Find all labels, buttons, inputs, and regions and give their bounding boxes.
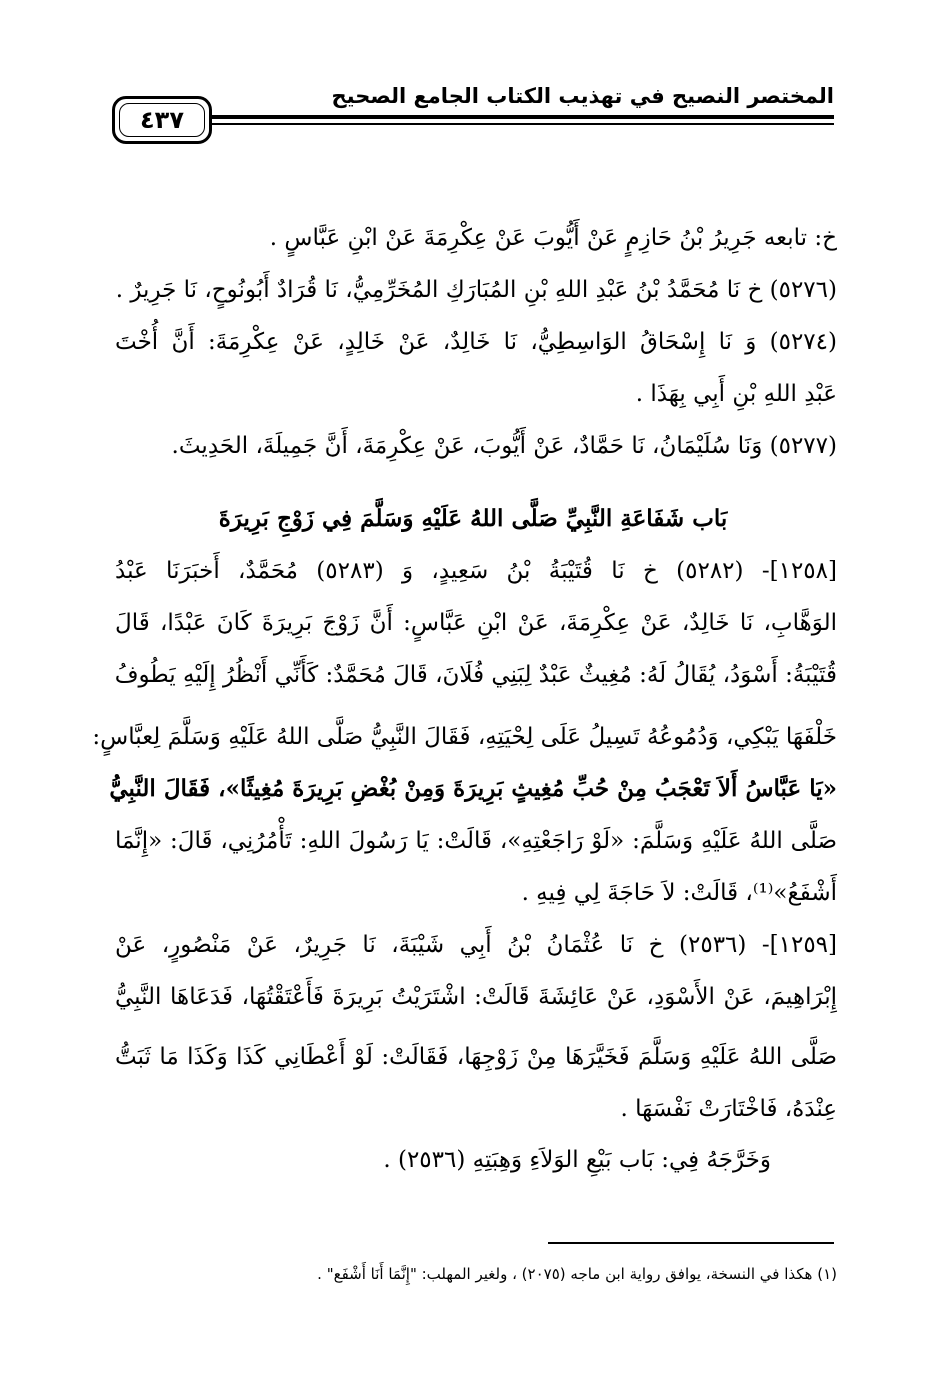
footnote: (١) هكذا في النسخة، يوافق رواية ابن ماجه (٢٠٧٥) ، ولغير المهلب: "إِنَّمَا أَنَا أَشْفَع" .: [317, 1265, 837, 1283]
text-line-13: أَشْفَعُ»⁽¹⁾، قَالَتْ: لاَ حَاجَةَ لِي فِيهِ .: [521, 880, 837, 906]
chapter-title: بَاب شَفَاعَةِ النَّبِيِّ صَلَّى اللهُ عَلَيْهِ وَسَلَّمَ فِي زَوْجِ بَرِيرَةَ: [218, 505, 728, 532]
text-line-4: عَبْدِ اللهِ بْنِ أَبِي بِهَذَا .: [635, 381, 837, 407]
text-line-2: (٥٢٧٦) خ نَا مُحَمَّدُ بْنُ عَبْدِ اللهِ بْنِ المُبَارَكِ المُخَرِّمِيُّ، نَا قُرَادٌ أَبُونُوحٍ، نَا جَرِيرٌ .: [115, 277, 837, 303]
text-line-14: [١٢٥٩]- (٢٥٣٦) خ نَا عُثْمَانُ بْنُ أَبِي شَيْبَةَ، نَا جَرِيرٌ، عَنْ مَنْصُورٍ، عَنْ: [115, 932, 838, 958]
text-line-17: عِنْدَهُ، فَاخْتَارَتْ نَفْسَهَا .: [620, 1096, 837, 1122]
header-rule-thick: [212, 115, 834, 119]
text-line-7: [١٢٥٨]- (٥٢٨٢) خ نَا قُتَيْبَةُ بْنُ سَعِيدٍ، وَ (٥٢٨٣) مُحَمَّدٌ، أَخبَرَنَا عَبْدُ: [115, 558, 837, 584]
running-header: [112, 82, 834, 162]
text-line-12: صَلَّى اللهُ عَلَيْهِ وَسَلَّمَ: «لَوْ رَاجَعْتِهِ»، قَالَتْ: يَا رَسُولَ اللهِ: تَأْمُرُنِي، قَالَ: «إِنَّمَا: [115, 828, 837, 854]
text-line-5: (٥٢٧٧) وَنَا سُلَيْمَانُ، نَا حَمَّادٌ، عَنْ أَيُّوبَ، عَنْ عِكْرِمَةَ، أَنَّ جَمِيلَةَ، الحَدِيثَ.: [171, 433, 837, 459]
text-line-3: (٥٢٧٤) وَ نَا إِسْحَاقُ الوَاسِطِيُّ، نَا خَالِدٌ، عَنْ خَالِدٍ، عَنْ عِكْرِمَةَ: أَنَّ أُخْتَ: [115, 329, 837, 355]
text-line-10: خَلْفَهَا يَبْكِي، وَدُمُوعُهُ تَسِيلُ عَلَى لِحْيَتِهِ، فَقَالَ النَّبِيُّ صَلَّى اللهُ عَلَيْهِ وَسَلَّمَ لِعبَّاسٍ:: [92, 724, 837, 750]
text-line-1: خ: تابعه جَرِيرُ بْنُ حَازِمٍ عَنْ أَيُّوبَ عَنْ عِكْرِمَةَ عَنْ ابْنِ عَبَّاسٍ .: [269, 225, 837, 251]
text-line-18: وَخَرَّجَهُ فِي: بَاب بَيْعِ الوَلاَءِ وَهِبَتِهِ (٢٥٣٦) .: [383, 1147, 771, 1173]
text-line-16: صَلَّى اللهُ عَلَيْهِ وَسَلَّمَ فَخَيَّرَهَا مِنْ زَوْجِهَا، فَقَالَتْ: لَوْ أَعْطَانِي كَذَا وَكَذَا مَا ثَبَتُّ: [115, 1044, 837, 1070]
text-line-9: قُتَيْبَةُ: أَسْوَدُ، يُقَالُ لَهُ: مُغِيثٌ عَبْدٌ لِبَنِي فُلَانَ، قَالَ مُحَمَّدٌ: كَأَنِّي أَنْظُرُ إِلَيْهِ يَطُوفُ: [114, 662, 837, 688]
book-title: المختصر النصيح في تهذيب الكتاب الجامع الصحيح: [331, 84, 834, 108]
text-line-15: إِبْرَاهِيمَ، عَنْ الأَسْوَدِ، عَنْ عَائِشَةَ قَالَتْ: اشْتَرَيْتُ بَرِيرَةَ فَأَعْتَقْتُهَا، فَدَعَاهَا النَّبِيُّ: [115, 984, 837, 1010]
text-line-11: «يَا عَبَّاسُ أَلاَ تَعْجَبُ مِنْ حُبِّ مُغِيثٍ بَرِيرَةَ وَمِنْ بُغْضِ بَرِيرَةَ مُغِيثًا»، فَقَالَ النَّبِيُّ: [109, 775, 837, 802]
header-rule-thin: [212, 123, 834, 125]
text-line-8: الوَهَّابِ، نَا خَالِدٌ، عَنْ عِكْرِمَةَ، عَنْ ابْنِ عَبَّاسٍ: أَنَّ زَوْجَ بَرِيرَةَ كَانَ عَبْدًا، قَالَ: [115, 610, 837, 636]
footnote-rule: [548, 1242, 834, 1244]
page-number: ٤٣٧: [112, 96, 212, 144]
